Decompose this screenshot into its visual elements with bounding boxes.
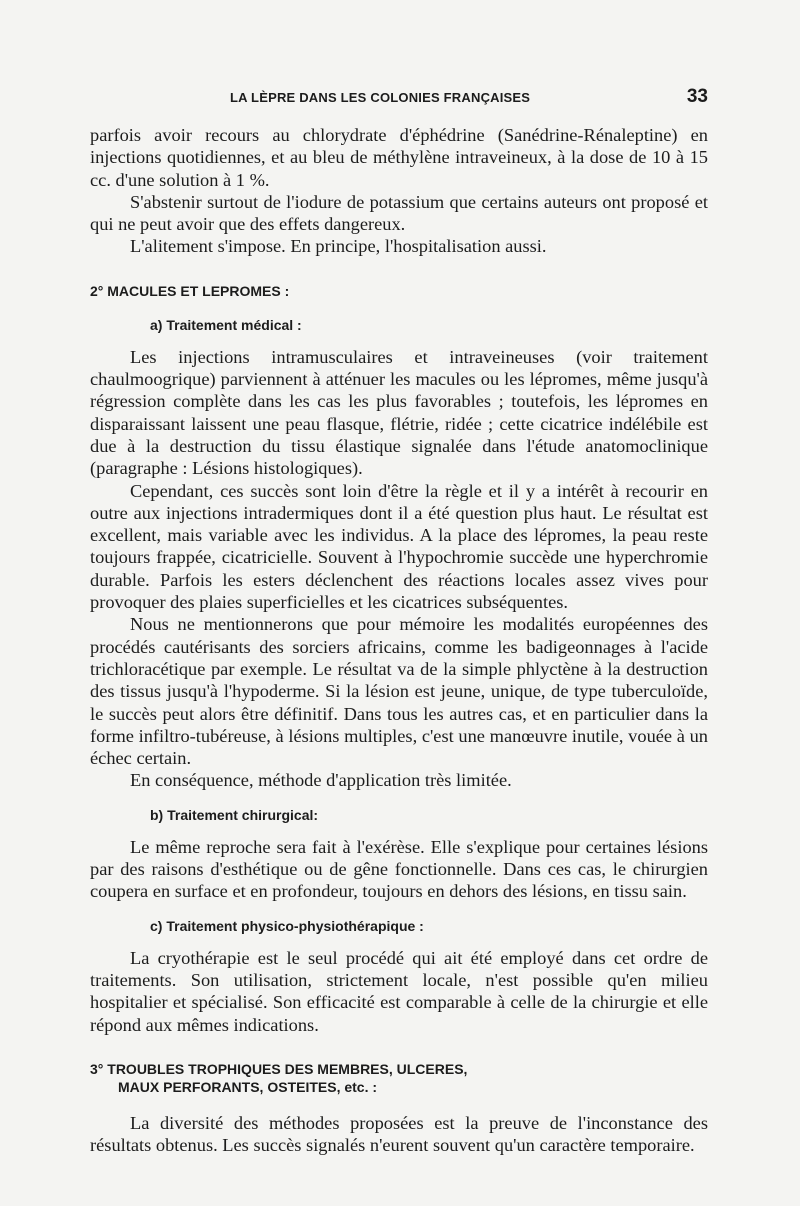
paragraph: L'alitement s'impose. En principe, l'hospitalisation aussi. <box>130 236 547 257</box>
section-heading: 2° MACULES ET LEPROMES : <box>90 282 290 299</box>
section-heading <box>90 1060 708 1096</box>
paragraph: S'abstenir surtout de l'iodure de potassium que certains auteurs ont proposé et qui ne peut avoir que des effets dangereux. <box>90 191 708 235</box>
paragraph: La cryothérapie est le seul procédé qui ait été employé dans cet ordre de traitements. Son utilisation, strictement locale, n'est possible qu'en milieu hospitalier et spécialisé. Son efficacité est comparable à celle de la chirurgie et elle répond aux mêmes indications. <box>90 947 708 1035</box>
paragraph: parfois avoir recours au chlorydrate d'éphédrine (Sanédrine-Rénaleptine) en injections quotidiennes, et au bleu de méthylène intraveineux, à la dose de 10 à 15 cc. d'une solution à 1 %. <box>90 125 708 190</box>
subsection-heading: a) Traitement médical : <box>150 316 302 333</box>
page-body <box>90 124 708 1156</box>
section-heading-line: MAUX PERFORANTS, OSTEITES, etc. : <box>118 1078 378 1095</box>
section-heading-line: 3° TROUBLES TROPHIQUES DES MEMBRES, ULCERES, <box>90 1060 468 1077</box>
subsection-heading: b) Traitement chirurgical: <box>150 806 319 823</box>
paragraph: Les injections intramusculaires et intraveineuses (voir traitement chaulmoogrique) parviennent à atténuer les macules ou les lépromes, même jusqu'à régression complète dans les cas les plus favorables ; toutefois, les lépromes en disparaissant laissent une peau flasque, flétrie, ridée ; cette cicatrice indélébile est due à la destruction du tissu élastique signalée dans l'étude anatomoclinique (paragraphe : Lésions histologiques). <box>90 346 708 479</box>
paragraph: En conséquence, méthode d'application très limitée. <box>130 770 512 791</box>
running-title: LA LÈPRE DANS LES COLONIES FRANÇAISES <box>230 90 531 105</box>
page-number: 33 <box>686 86 708 107</box>
paragraph: Le même reproche sera fait à l'exérèse. Elle s'explique pour certaines lésions par des raisons d'esthétique ou de gêne fonctionnelle. Dans ces cas, le chirurgien coupera en surface et en profondeur, toujours en dehors des lésions, en tissu sain. <box>90 836 708 902</box>
paragraph: Cependant, ces succès sont loin d'être la règle et il y a intérêt à recourir en outre aux injections intradermiques dont il a été question plus haut. Le résultat est excellent, mais variable avec les individus. A la place des lépromes, la peau reste toujours frappée, cicatricielle. Souvent à l'hypochromie succède une hyperchromie durable. Parfois les esters déclenchent des réactions locales assez vives pour provoquer des plaies superficielles et les cicatrices subséquentes. <box>90 480 708 613</box>
paragraph: La diversité des méthodes proposées est la preuve de l'inconstance des résultats obtenus. Les succès signalés n'eurent souvent qu'un caractère temporaire. <box>90 1112 708 1156</box>
running-header <box>90 86 708 112</box>
paragraph: Nous ne mentionnerons que pour mémoire les modalités européennes des procédés cautérisants des sorciers africains, comme les badigeonnages à l'acide trichloracétique par exemple. Le résultat va de la simple phlyctène à la destruction des tissus jusqu'à l'hypoderme. Si la lésion est jeune, unique, de type tuberculoïde, le succès peut alors être définitif. Dans tous les autres cas, et en particulier dans la forme infiltro-tubéreuse, à lésions multiples, c'est une manœuvre inutile, vouée à un échec certain. <box>90 614 708 769</box>
subsection-heading: c) Traitement physico-physiothérapique : <box>150 917 424 934</box>
